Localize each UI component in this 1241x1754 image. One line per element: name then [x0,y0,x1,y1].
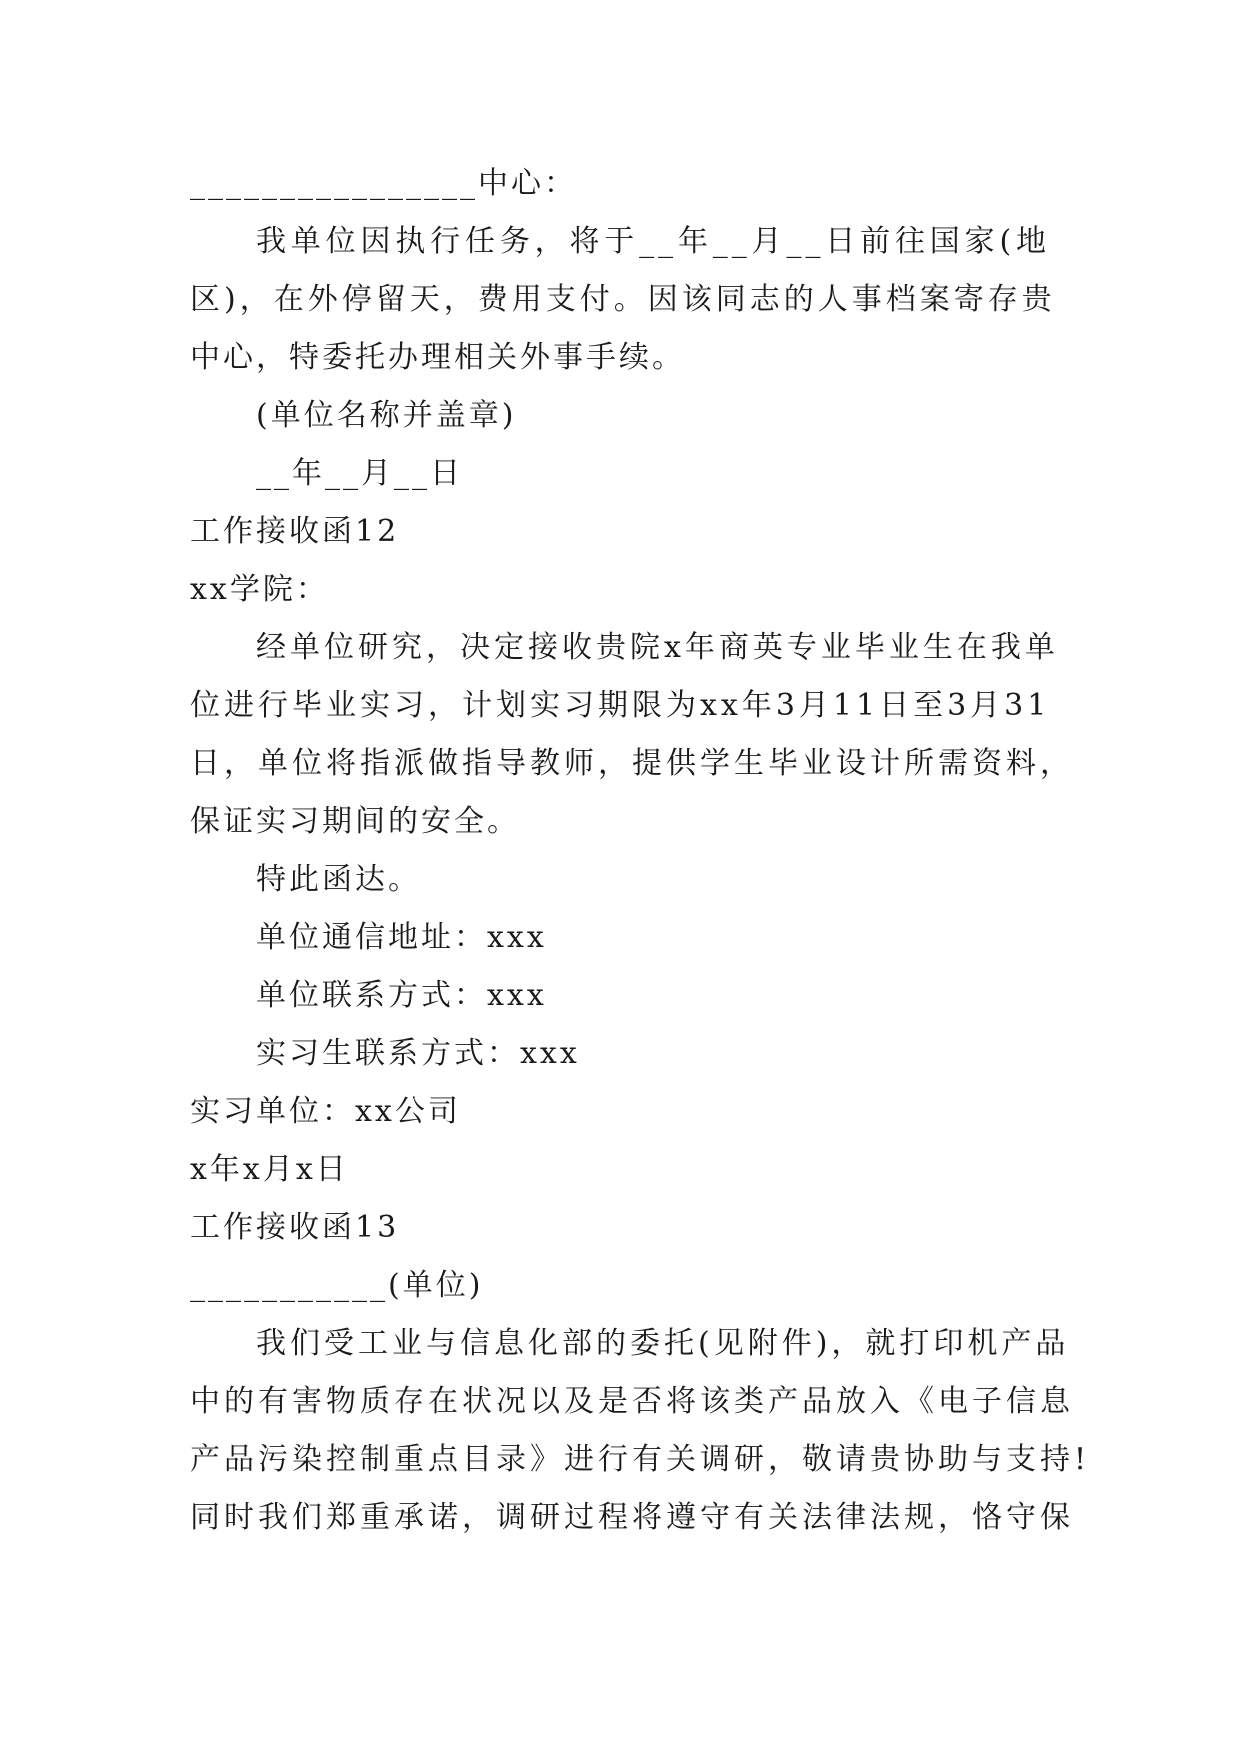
closing-line: 特此函达。 [256,862,421,897]
paragraph-line: 区)，在外停留天，费用支付。因该同志的人事档案寄存贵 [190,282,1056,317]
seal-note: (单位名称并盖章) [256,398,517,433]
paragraph-line: 位进行毕业实习，计划实习期限为xx年3月11日至3月31 [190,688,1051,723]
section-heading-13: 工作接收函13 [190,1210,400,1245]
paragraph-line: 中心，特委托办理相关外事手续。 [190,340,685,375]
signature-date: x年x月x日 [190,1152,349,1187]
section-heading-12: 工作接收函12 [190,514,400,549]
paragraph-line: 同时我们郑重承诺，调研过程将遵守有关法律法规，恪守保 [190,1500,1074,1535]
paragraph-line: 产品污染控制重点目录》进行有关调研，敬请贵协助与支持! [190,1442,1091,1477]
contact-unit: 单位联系方式：xxx [256,978,547,1013]
paragraph-line: 日，单位将指派做指导教师，提供学生毕业设计所需资料， [190,746,1074,781]
contact-intern: 实习生联系方式：xxx [256,1036,580,1071]
paragraph-line: 我们受工业与信息化部的委托(见附件)，就打印机产品 [256,1326,1070,1361]
paragraph-line: 经单位研究，决定接收贵院x年商英专业毕业生在我单 [256,630,1059,665]
intern-unit: 实习单位：xx公司 [190,1094,461,1129]
salutation-unit: ___________(单位) [190,1268,484,1303]
salutation-center: ________________中心： [190,166,577,201]
paragraph-line: 我单位因执行任务，将于__年__月__日前往国家(地 [256,224,1050,259]
paragraph-line: 保证实习期间的安全。 [190,804,520,839]
salutation-college: xx学院： [190,572,329,607]
paragraph-line: 中的有害物质存在状况以及是否将该类产品放入《电子信息 [190,1384,1074,1419]
date-line: __年__月__日 [256,456,463,491]
contact-address: 单位通信地址：xxx [256,920,547,955]
